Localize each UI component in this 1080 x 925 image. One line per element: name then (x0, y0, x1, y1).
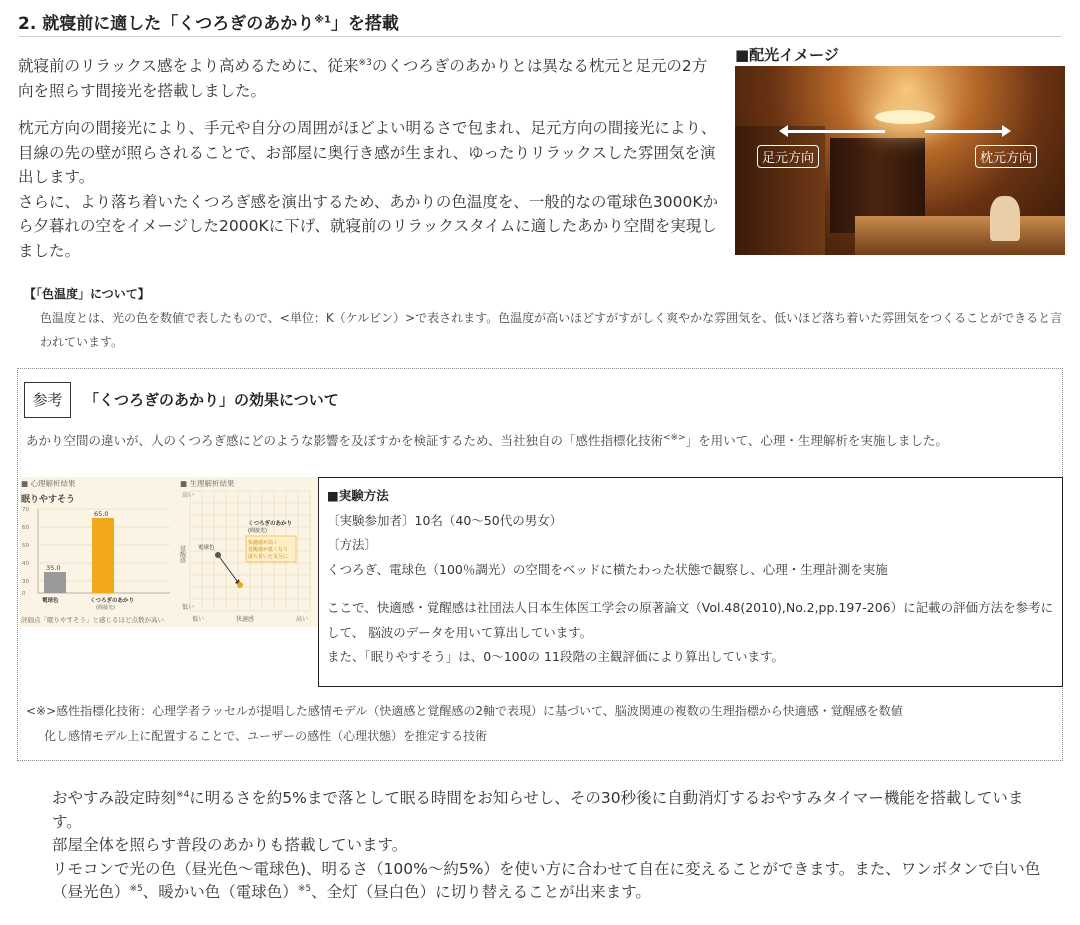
footer-text (52, 787, 1042, 905)
psy-chart-footnote: 評価点「眠りやすそう」と感じるほど点数が高い (21, 616, 164, 624)
footer-line-1: おやすみ設定時刻$^{※4}$に明るさを約5%まで落として眠る時間をお知らせし、その30秒後に自動消灯するおやすみタイマー機能を搭載しています。 (52, 789, 1024, 831)
psychological-chart (20, 477, 190, 627)
intro-paragraph-1: 就寝前のリラックス感をより高めるために、従来$^{※3}$のくつろぎのあかりとは異なる枕元と足元の2方向を照らす間接光を搭載しました。 (18, 57, 708, 100)
annotation-line-1: 快適感が高く (248, 540, 279, 546)
point-relax-light (237, 582, 243, 588)
psy-bar-chart (20, 503, 190, 615)
annotation-line-3: 落ち着いた気分に (248, 554, 289, 560)
method-subjective: また、「眠りやすそう」は、0〜100の 11段階の主観評価により算出しています。 (327, 649, 784, 664)
light-distribution-image (735, 44, 1065, 255)
reference-title: 「くつろぎのあかり」の効果について (84, 391, 339, 409)
reference-description: あかり空間の違いが、人のくつろぎ感にどのような影響を及ぼすかを検証するため、当社独自の「感性指標化技術<※>」を用いて、心理・生理解析を実施しました。 (26, 432, 948, 448)
footer-line-2: 部屋全体を照らす普段のあかりも搭載しています。 (52, 836, 408, 854)
experiment-method-box (318, 477, 1063, 687)
x-axis-high-label: 高い (296, 616, 309, 623)
point-bulb-color (215, 552, 221, 558)
y-axis-label: 覚醒感 (178, 545, 186, 563)
bar-0 (44, 572, 66, 593)
y-tick-label: 60 (22, 525, 29, 531)
bar-1 (92, 518, 114, 593)
arrow-left-icon (785, 130, 885, 133)
phy-chart-header: ■ 生理解析結果 (180, 479, 235, 488)
method-participants: 〔実験参加者〕10名（40〜50代の男女） (327, 512, 563, 528)
x-axis-low-label: 低い (192, 616, 205, 623)
category-note: (間接光) (96, 605, 115, 611)
y-axis-low-label: 低い (182, 604, 195, 611)
y-tick-label: 50 (22, 543, 29, 549)
category-label: くつろぎのあかり (90, 598, 135, 604)
pillow-direction-label: 枕元方向 (975, 145, 1037, 168)
annotation-line-2: 覚醒感が低くなり (248, 547, 289, 553)
category-label: 電球色 (42, 598, 59, 604)
heading-superscript: ※1 (314, 14, 331, 26)
method-label: 〔方法〕 (327, 537, 378, 552)
method-heading: ■実験方法 (327, 488, 389, 503)
y-tick-label: 30 (22, 579, 29, 585)
bar-value-label: 65.0 (94, 510, 109, 518)
psy-chart-subtitle: 眠りやすそう (21, 495, 76, 505)
ceiling-light-icon (875, 110, 935, 124)
photo-title: ■配光イメージ (735, 46, 839, 64)
arrow-right-icon (925, 130, 1005, 133)
color-temp-body: 色温度とは、光の色を数値で表したもので、<単位：K（ケルビン）>で表されます。色温度が高いほどすがすがしく爽やかな雰囲気を、低いほど落ち着いた雰囲気をつくることができると言われています。 (40, 311, 1063, 349)
x-axis-label: 快適感 (236, 616, 255, 623)
section-heading: 2. 就寝前に適した「くつろぎのあかり$^{※1}$」を搭載 (18, 9, 1062, 37)
bedroom-photo (735, 66, 1065, 255)
point-label-bulb: 電球色 (198, 545, 215, 551)
psy-chart-header: ■ 心理解析結果 (21, 479, 76, 488)
foot-direction-label: 足元方向 (757, 145, 819, 168)
technology-note (26, 699, 1056, 749)
point-label-note: (間接光) (248, 528, 267, 534)
intro-text (18, 54, 718, 263)
method-procedure: くつろぎ、電球色（100％調光）の空間をベッドに横たわった状態で観察し、心理・生理計測を実施 (327, 561, 888, 577)
intro-paragraph-2: 枕元方向の間接光により、手元や自分の周囲がほどよい明るさで包まれ、足元方向の間接光により、目線の先の壁が照らされることで、お部屋に奥行き感が生まれ、ゆったりリラックスした雰囲気を演出します。 さらに、より落ち着いたくつろぎ感を演出するため、あかりの色温度を、一般的なの電球色3000Kから夕暮れの空をイメージした2000Kに下げ、就寝前のリラックスタイムに適したあかり空間を実現しました。 (18, 119, 718, 260)
phy-scatter-chart (178, 487, 318, 627)
color-temp-heading: 【「色温度」について】 (24, 287, 150, 301)
point-label-relax: くつろぎのあかり (248, 521, 293, 527)
y-tick-label: 0 (22, 591, 26, 597)
physiological-chart (178, 477, 318, 627)
reference-badge: 参考 (24, 382, 71, 418)
bar-value-label: 35.0 (46, 564, 61, 572)
y-axis-high-label: 高い (182, 492, 195, 499)
tech-note-line-1: <※>感性指標化技術：心理学者ラッセルが提唱した感情モデル（快適感と覚醒感の2軸で表現）に基づいて、脳波関連の複数の生理指標から快適感・覚醒感を数値 (26, 704, 903, 718)
y-tick-label: 40 (22, 561, 29, 567)
tech-note-line-2: 化し感情モデル上に配置することで、ユーザーの感性（心理状態）を推定する技術 (44, 729, 488, 743)
footer-line-3: リモコンで光の色（昼光色〜電球色)、明るさ（100%〜約5%）を使い方に合わせて自在に変えることができます。また、ワンボタンで白い色（昼光色）$^{※5}$、暖かい色（電球色）$^{※5}$、全灯（昼白色）に切り替えることが出来ます。 (52, 859, 1041, 901)
reference-box (17, 368, 1063, 761)
y-tick-label: 70 (22, 507, 29, 513)
method-evaluation: ここで、快適感・覚醒感は社団法人日本生体医工学会の原著論文（Vol.48(2010),No.2,pp.197-206）に記載の評価方法を参考にして、 脳波のデータを用いて算出しています。 (327, 600, 1054, 640)
